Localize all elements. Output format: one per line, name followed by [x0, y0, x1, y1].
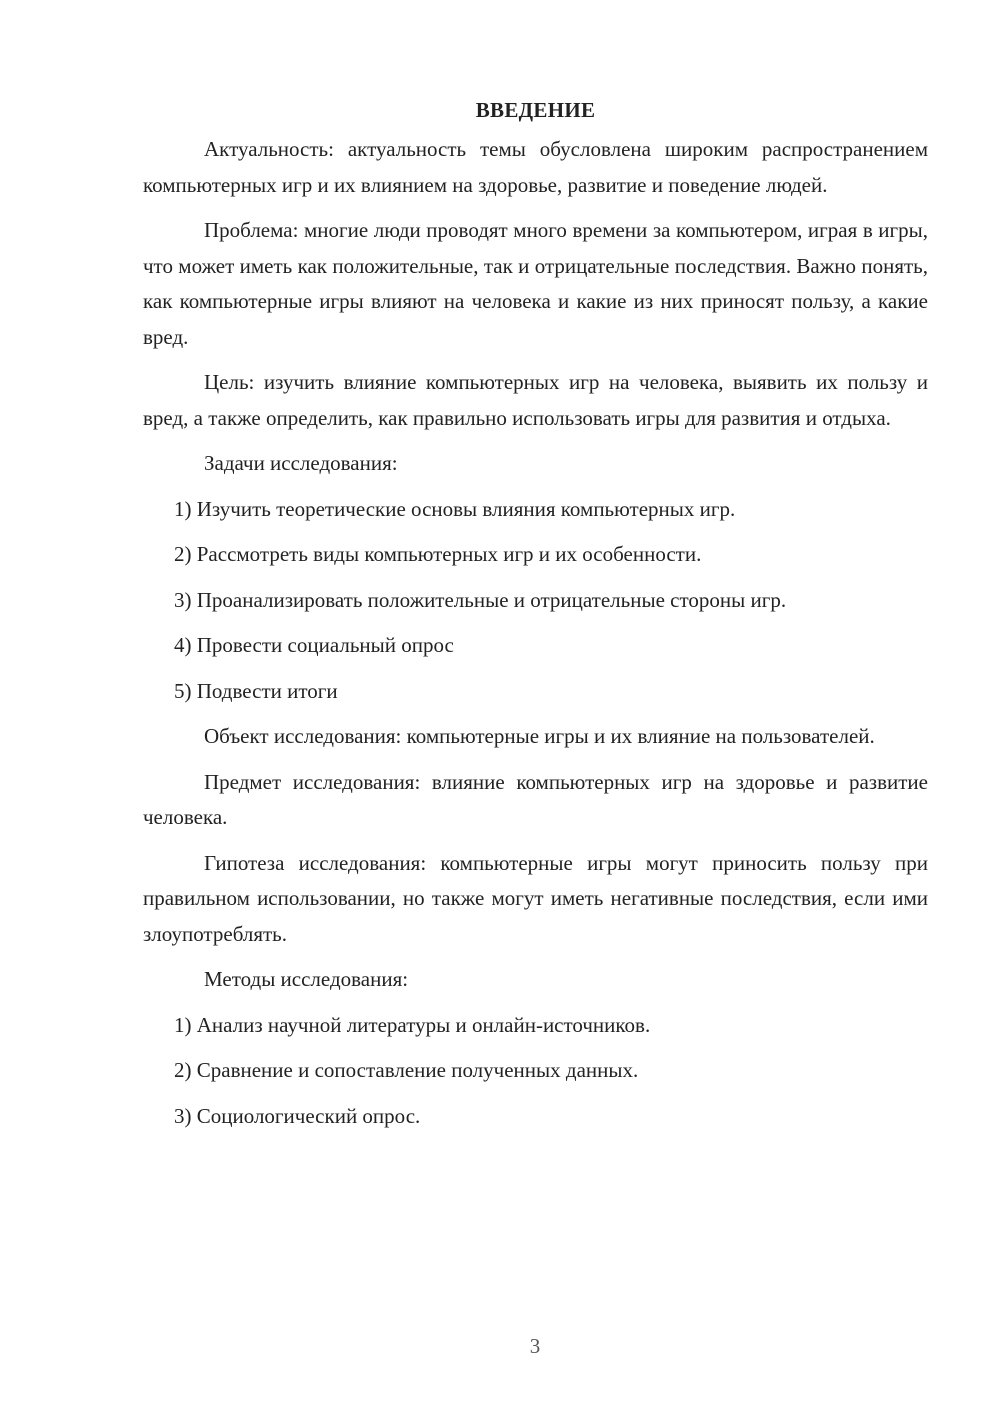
method-item: 1) Анализ научной литературы и онлайн-источников. — [174, 1012, 651, 1037]
hypothesis-paragraph: Гипотеза исследования: компьютерные игры могут приносить пользу при правильном использовании, но также могут иметь негативные последствия, если ими злоупотреблять. — [143, 850, 928, 946]
page-number: 3 — [529, 1334, 541, 1358]
problem-paragraph: Проблема: многие люди проводят много времени за компьютером, играя в игры, что может иметь как положительные, так и отрицательные последствия. Важно понять, как компьютерные игры влияют на человека и какие из них приносят пользу, а какие вред. — [143, 218, 928, 349]
task-item: 2) Рассмотреть виды компьютерных игр и их особенности. — [174, 542, 702, 566]
method-item: 3) Социологический опрос. — [174, 1103, 421, 1128]
object-paragraph: Объект исследования: компьютерные игры и их влияние на пользователей. — [204, 724, 875, 748]
task-item: 4) Провести социальный опрос — [174, 633, 454, 657]
tasks-heading: Задачи исследования: — [204, 451, 398, 475]
task-item: 3) Проанализировать положительные и отрицательные стороны игр. — [174, 587, 787, 612]
relevance-paragraph: Актуальность: актуальность темы обусловлена широким распространением компьютерных игр и их влиянием на здоровье, развитие и поведение людей. — [143, 137, 928, 197]
methods-heading: Методы исследования: — [204, 967, 409, 991]
page-content — [143, 92, 928, 1144]
subject-paragraph: Предмет исследования: влияние компьютерных игр на здоровье и развитие человека. — [143, 769, 928, 829]
section-title: ВВЕДЕНИЕ — [475, 98, 596, 122]
method-item: 2) Сравнение и сопоставление полученных данных. — [174, 1058, 639, 1082]
task-item: 5) Подвести итоги — [174, 678, 338, 703]
goal-paragraph: Цель: изучить влияние компьютерных игр на человека, выявить их пользу и вред, а также определить, как правильно использовать игры для развития и отдыха. — [143, 370, 928, 430]
task-item: 1) Изучить теоретические основы влияния компьютерных игр. — [174, 496, 736, 521]
